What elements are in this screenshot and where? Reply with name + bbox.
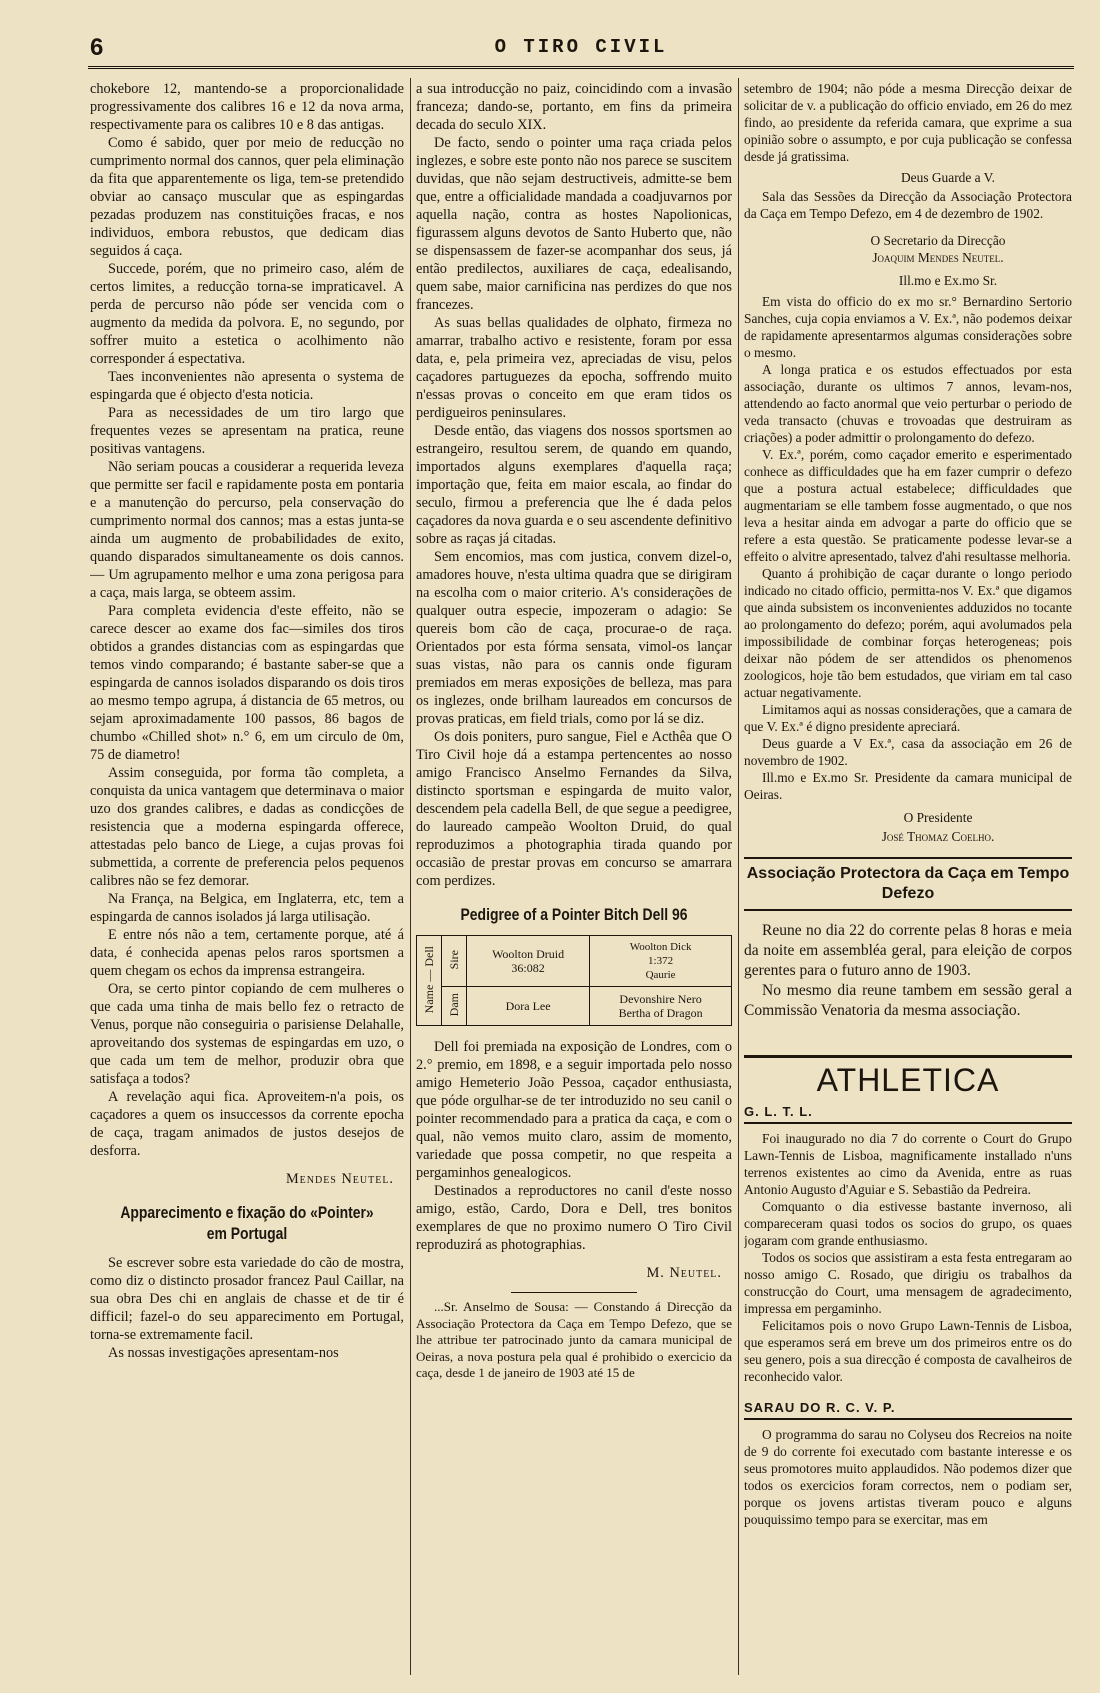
pedigree-sire-label: Sire [447,949,461,970]
paragraph: Não seriam poucas a cousiderar a requerida leveza que permitte ser facil e rapidamente posta em pontaria e a manutenção do percurso, pela conservação do cumprimento normal dos cannos; mas a estas junta-se ainda um augmento de probabilidades de exito, quando disparados simultaneamente os dois cannos. — Um agrupamento melhor e uma zona perigosa para a caça, mais larga, se obteem assim. [90,459,404,601]
pedigree-sire-parents [590,936,732,987]
paragraph: E entre nós não a tem, certamente porque, até á data, é conhecida apenas pelos raros sportsmen a quem chegam os echos da imprensa estrangeira. [90,927,404,979]
column-2 [416,80,732,1673]
paragraph: As nossas investigações apresentam-nos [108,1345,339,1361]
paragraph: ...Sr. Anselmo de Sousa: — Constando á Direcção da Associação Protectora da Caça em Tempo Defezo, que se lhe attribue ter patrocinado junto da camara municipal de Oeiras, a nova postura pela qual é prohibido o exercicio da caça, desde 1 de janeiro de 1903 até 15 de [416,1299,732,1381]
pedigree-name-cell [417,936,442,1026]
paragraph: Felicitamos pois o novo Grupo Lawn-Tennis de Lisboa, que esperamos será em breve um dos primeiros entre os do seu genero, pois a sua direcção é composta de cavalheiros de reconhecido valor. [744,1318,1072,1384]
paragraph: Na França, na Belgica, em Inglaterra, etc, tem a espingarda de cannos isolados já larga utilisação. [90,891,404,925]
closing-line: Deus Guarde a V. [901,170,995,185]
paragraph: Para completa evidencia d'este effeito, não se carece descer ao exame dos fac—similes dos tiros obtidos a grandes distancias com as espingardas que temos vindo comparando; é bastante saber-se que a espingarda de cannos isolados disparando os dois tiros ao mesmo tempo agrupa, á distancia de 65 metros, ou sejam aproximadamente 100 passos, 86 bagos de chumbo «Chilled shot» n.° 6, em um circulo de 0m, 75 de diametro! [90,603,404,763]
paragraph: setembro de 1904; não póde a mesma Direcção deixar de solicitar de v. a publicação do officio enviado, em 26 do mez findo, ao presidente da referida camara, que exprime a sua opinião sobre o assumpto, e por cuja publicação se confessa desde já gratissima. [744,81,1072,164]
secretary-name: Joaquim Mendes Neutel. [872,250,1004,265]
separator-rule [511,1292,637,1293]
paragraph: Taes inconvenientes não apresenta o systema de espingarda que é objecto d'esta noticia. [90,369,404,403]
paragraph: No mesmo dia reune tambem em sessão geral a Commissão Venatoria da mesma associação. [744,982,1072,1019]
section-heading: G. L. T. L. [744,1103,1072,1124]
paragraph: Succede, porém, que no primeiro caso, além de certos limites, a reducção torna-se impraticavel. A perda de percurso não póde ser vencida com o augmento da medida da polvora. E, no segundo, por soffrer muito a estetica o acolhimento não corresponder á espectativa. [90,261,404,367]
paragraph: A longa pratica e os estudos effectuados por esta associação, durante os ultimos 7 annos, levam-nos, attendendo ao facto anormal que veio perturbar o periodo de veda transacto (chuvas e trovoadas que destruiram as criações) a poder admittir o prolongamento do defezo. [744,362,1072,445]
paragraph: chokebore 12, mantendo-se a proporcionalidade progressivamente dos calibres 16 e 12 da nova arma, respectivamente para os calibres 10 e 8 das antigas. [90,81,404,133]
pedigree-dam-sire: Devonshire Nero [619,992,702,1007]
paragraph: Comquanto o dia estivesse bastante invernoso, ali compareceram quasi todos os socios do grupo, os quaes jogaram com grande enthusiasmo. [744,1199,1072,1248]
pedigree-dam-parents [590,987,732,1026]
paragraph: a sua introducção no paiz, coincidindo com a invasão franceza; dando-se, portanto, em fins da primeira decada do seculo XIX. [416,81,732,133]
column-1 [90,80,404,1673]
pedigree-sire-sire-number: 1:372 [648,955,674,967]
pedigree-sire-cell [467,936,590,987]
pedigree-dam-label: Dam [447,993,461,1017]
pedigree-sire-label-cell [442,936,467,987]
paragraph: Sem encomios, mas com justica, convem dizel-o, amadores houve, n'esta ultima quadra que se dirigiram na escolha com o maior criterio. A's considerações de qualquer outra especie, impozeram o adagio: Se quereis bom cão de caça, procurae-o de raça. Orientados por esta fórma sensata, vimol-os lançar suas vistas, não para os cannis onde figuram premiados em meras exposições de belleza, mas para os inglezes, onde brilham laureados em concursos de provas praticas, em field trials, como por lá se diz. [416,549,732,727]
column-divider [410,78,411,1675]
paragraph: Ill.mo e Ex.mo Sr. Presidente da camara municipal de Oeiras. [744,770,1072,802]
article-heading: Apparecimento e fixação do «Pointer» em Portugal [120,1203,374,1243]
paragraph: Assim conseguida, por forma tão completa, a conquista da unica vantagem que determinava o maior uzo dos grandes calibres, e dadas as condicções de resistencia que a moderna espingarda offerece, attestadas pelo banco de Liege, a cujas provas foi submettida, a corrente de preferencia pelos pequenos calibres não se fez demorar. [90,765,404,889]
paragraph: Reune no dia 22 do corrente pelas 8 horas e meia da noite em assembléa geral, para eleição de corpos gerentes para o futuro anno de 1903. [744,922,1072,979]
page-number: 6 [90,34,104,61]
pedigree-sire: Woolton Druid [492,947,565,961]
paragraph: Quanto á prohibição de caçar durante o longo periodo indicado no citado officio, permitta-nos V. Ex.ª que digamos que ainda subsistem os inconvenientes adduzidos no tocante ao prolongamento do defezo; porém, aqui avolumados pela impossibilidade de combinar forças heterogeneas; pois deixar não pódem de ser attendidos os phenomenos zoologicos, hoje tão bem estudados, que viriam em tal caso actuar negativamente. [744,566,1072,700]
secretary-title: O Secretario da Direcção [870,233,1006,248]
paragraph: Os dois poniters, puro sangue, Fiel e Acthêa que O Tiro Civil hoje dá a estampa pertencentes ao nosso amigo Francisco Anselmo Fernandes da Silva, distincto sportsman e espingarda de muito valor, descendem pela cadella Bell, de que segue a peedigree, do laureado campeão Woolton Druid, do qual reproduzimos a photographia tirada quando por occasião de prestar provas em concurso se amarrara com perdizes. [416,729,732,889]
paragraph: Foi inaugurado no dia 7 do corrente o Court do Grupo Lawn-Tennis de Lisboa, magnificamente installado n'uns terrenos existentes ao cimo da Avenida, entre as ruas Antonio Augusto d'Aguiar e S. Sebastião da Pedreira. [744,1131,1072,1197]
paragraph: Se escrever sobre esta variedade do cão de mostra, como diz o distincto prosador francez Paul Caillar, na sua obra Des chi en anglais de chasse et de tir é difficil; fazel-o do seu apparecimento em Portugal, torna-se extremamente facil. [90,1255,404,1343]
column-divider [738,78,739,1675]
pedigree-dam-label-cell [442,987,467,1026]
paragraph: Dell foi premiada na exposição de Londres, com o 2.° premio, em 1898, e a seguir importada pelo nosso amigo Hemeterio João Pessoa, caçador enthusiasta, que póde orgulhar-se de ter introduzido no seu canil o pointer recommendado para a pratica da caça, e com o qual, não vemos muito claro, assim de momento, variedade que possa competir, no que respeita a pergaminhos genealogicos. [416,1039,732,1182]
column-3 [744,80,1072,1673]
article-signature: M. Neutel. [646,1265,722,1282]
president-title: O Presidente [903,810,973,825]
pedigree-table [416,935,732,1026]
pedigree-sire-number: 36:082 [511,961,545,975]
paragraph: Deus guarde a V Ex.ª, casa da associação em 26 de novembro de 1902. [744,736,1072,768]
salutation: Ill.mo e Ex.mo Sr. [898,273,998,288]
masthead: O TIRO CIVIL [494,36,668,58]
paragraph: De facto, sendo o pointer uma raça criada pelos inglezes, e sobre este ponto não nos parece se suscitem duvidas, que não sejam destructiveis, admitte-se bem que, entre a officialidade mandada a coadjuvarnos por aquella nação, contra as hostes Napolionicas, figurassem alguns devotos de Santo Huberto que, não se dispensassem de fazer-se acompanhar dos seus, já então predilectos, auxiliares de caça, edealisando, quem sabe, maior carnificina nas perdizes do que nos francezes. [416,135,732,313]
paragraph: O programma do sarau no Colyseu dos Recreios na noite de 9 do corrente foi executado com bastante interesse e os seus promotores muito applaudidos. Não podemos dizer que todos os exercicios foram correctos, nem o podiam ser, porque os jovens artistas tiveram pouco e alguns pouquissimo tempo para se exercitar, mas em [744,1427,1072,1527]
pedigree-dam-dam: Bertha of Dragon [618,1006,703,1021]
paragraph: As suas bellas qualidades de olphato, firmeza no amarrar, trabalho activo e resistente, foram por essa data, e, pela primeira vez, apreciadas de visu, pelos caçadores partuguezes da epocha, soffrendo muito n'essas provas o conceito em que eram tidos os perdigueiros peninsulares. [416,315,732,421]
page-header [90,30,1072,62]
paragraph: Limitamos aqui as nossas considerações, que a camara de que V. Ex.ª é digno presidente apreciará. [744,702,1072,734]
paragraph: Desde então, das viagens dos nossos sportsmen ao estrangeiro, resultou serem, de quando em quando, importados alguns exemplares d'aquella raça; importação que, feita em maior escala, ao findar do seculo, firmou a preferencia que lhe é dada pelos caçadores da nova guarda e o seu ascendente definitivo sobre as raças já citadas. [416,423,732,547]
pedigree-dam: Dora Lee [467,987,590,1026]
paragraph: Todos os socios que assistiram a esta festa entregaram ao nosso amigo C. Rosado, que dirigiu os trabalhos da construcção do Court, uma mensagem de agradecimento, impressa em pergaminho. [744,1250,1072,1316]
article-signature: Mendes Neutel. [285,1171,394,1187]
paragraph: Para as necessidades de um tiro largo que frequentes vezes se apresentam na pratica, reune positivas vantagens. [90,405,404,457]
paragraph: Como é sabido, quer por meio de reducção no cumprimento normal dos cannos, quer pela eliminação da fita que apparentemente os liga, tem-se pretendido obviar ao cansaço muscular que as espingardas pezadas produzem nas constituições fracas, e nos individuos, embora rebustos, que dedicam dias seguidos á caça. [90,135,404,259]
section-heading: SARAU DO R. C. V. P. [744,1399,1072,1420]
header-rule [88,66,1074,69]
athletica-heading: ATHLETICA [744,1055,1072,1089]
pedigree-name-label: Name — Dell [422,945,436,1013]
pedigree-sire-dam: Qaurie [645,969,676,981]
president-name: José Thomaz Coelho. [881,829,995,844]
paragraph: Ora, se certo pintor copiando de cem mulheres o que cada uma tinha de mais bello fez o retracto de Venus, porque não conseguiria o parisiense Delahalle, aproveitando dos systemas de espingardas em uzo, o que cada um tem de melhor, produzir obra que satisfaça a todos? [90,981,404,1087]
paragraph: Sala das Sessões da Direcção da Associação Protectora da Caça em Tempo Defezo, em 4 de dezembro de 1902. [744,189,1072,221]
article-text [90,80,404,1160]
paragraph: Destinados a reproductores no canil d'este nosso amigo, estão, Cardo, Dora e Dell, tres bonitos exemplares de que no proximo numero O Tiro Civil reproduzirá as photographias. [416,1183,732,1254]
pedigree-title: Pedigree of a Pointer Bitch Dell 96 [460,905,688,924]
pedigree-sire-sire: Woolton Dick [629,941,692,953]
paragraph: V. Ex.ª, porém, como caçador emerito e esperimentado conhece as difficuldades que ha em fazer cumprir o defezo que a postura actual estabelece; difficuldades que augmentariam se elle tambem fosse augmentado, o que nos leva a hesitar ainda em advogar a parte do officio que se refere a esta questão. Se praticamente podesse levar-se a effeito o alvitre apresentado, talvez d'ahi resultasse melhoria. [744,447,1072,564]
paragraph: Em vista do officio do ex mo sr.° Bernardino Sertorio Sanches, cuja copia enviamos a V. Ex.ª, não podemos deixar de rapidamente apresentarmos algumas considerações sobre o mesmo. [744,294,1072,360]
paragraph: A revelação aqui fica. Aproveitem-n'a pois, os caçadores a quem os insuccessos da corrente epocha de caça, tragam animados de justos desejos de desforra. [90,1089,404,1159]
section-heading: Associação Protectora da Caça em Tempo Defezo [744,857,1072,911]
